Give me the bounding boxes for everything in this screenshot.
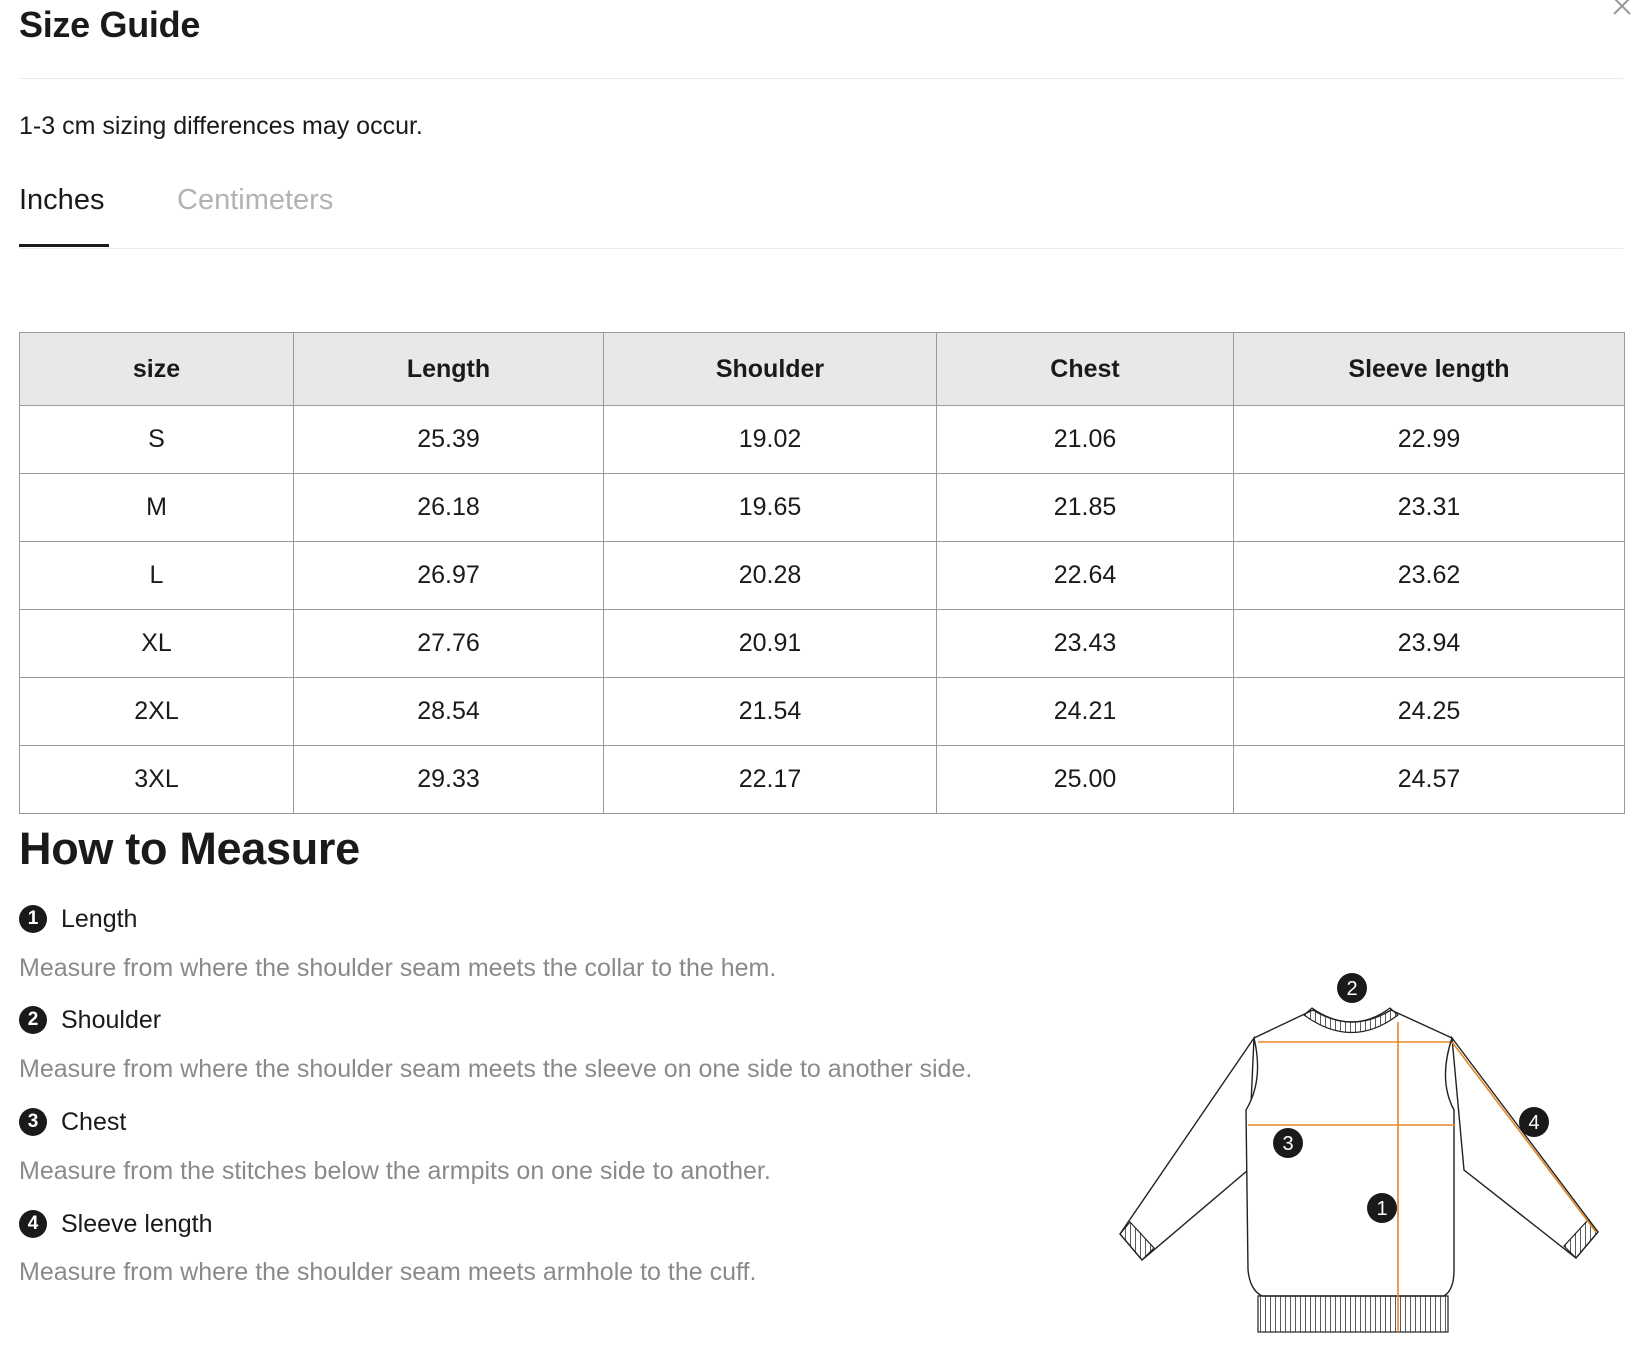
measure-item-description: Measure from where the shoulder seam meets armhole to the cuff. xyxy=(19,1258,757,1286)
header-sleeve-length: Sleeve length xyxy=(1234,333,1625,406)
cell-sleeve-length: 22.99 xyxy=(1234,406,1625,474)
cell-sleeve-length: 23.62 xyxy=(1234,542,1625,610)
cell-size: 3XL xyxy=(20,746,294,814)
header-divider xyxy=(19,78,1623,79)
measure-item-chest xyxy=(19,1107,126,1137)
header-shoulder: Shoulder xyxy=(604,333,937,406)
sizing-note: 1-3 cm sizing differences may occur. xyxy=(19,112,423,140)
cell-chest: 22.64 xyxy=(937,542,1234,610)
header-size: size xyxy=(20,333,294,406)
close-icon xyxy=(1610,0,1634,18)
marker-3-label: 3 xyxy=(1282,1133,1294,1155)
number-2-badge: 2 xyxy=(19,1006,47,1034)
cell-length: 28.54 xyxy=(294,678,604,746)
table-row xyxy=(20,474,1625,542)
cell-sleeve-length: 23.94 xyxy=(1234,610,1625,678)
sweater-measurement-diagram xyxy=(1098,970,1618,1350)
number-1-badge: 1 xyxy=(19,905,47,933)
measure-item-title: Chest xyxy=(61,1107,127,1136)
measure-item-description: Measure from where the shoulder seam meets the collar to the hem. xyxy=(19,954,777,982)
active-tab-indicator xyxy=(19,244,109,247)
close-button[interactable] xyxy=(1610,0,1634,18)
hem-rib xyxy=(1258,1296,1448,1332)
marker-1-icon xyxy=(1367,1193,1397,1223)
cell-chest: 23.43 xyxy=(937,610,1234,678)
cell-shoulder: 20.91 xyxy=(604,610,937,678)
measure-item-title: Sleeve length xyxy=(61,1209,213,1238)
measure-item-length xyxy=(19,904,137,934)
cell-chest: 24.21 xyxy=(937,678,1234,746)
page-title: Size Guide xyxy=(19,4,201,45)
cell-length: 27.76 xyxy=(294,610,604,678)
tab-centimeters[interactable]: Centimeters xyxy=(177,184,334,216)
cell-chest: 21.85 xyxy=(937,474,1234,542)
cell-shoulder: 22.17 xyxy=(604,746,937,814)
cell-size: 2XL xyxy=(20,678,294,746)
marker-2-icon xyxy=(1337,973,1367,1003)
table-row xyxy=(20,406,1625,474)
marker-4-icon xyxy=(1519,1107,1549,1137)
how-to-measure-heading: How to Measure xyxy=(19,823,360,874)
marker-3-icon xyxy=(1273,1128,1303,1158)
cell-size: S xyxy=(20,406,294,474)
measure-item-description: Measure from the stitches below the armpits on one side to another. xyxy=(19,1157,771,1185)
table-header-row xyxy=(20,333,1625,406)
header-length: Length xyxy=(294,333,604,406)
cell-shoulder: 19.65 xyxy=(604,474,937,542)
cell-shoulder: 20.28 xyxy=(604,542,937,610)
cell-shoulder: 21.54 xyxy=(604,678,937,746)
table-row xyxy=(20,542,1625,610)
marker-2-label: 2 xyxy=(1346,978,1358,1000)
header-chest: Chest xyxy=(937,333,1234,406)
cell-sleeve-length: 24.25 xyxy=(1234,678,1625,746)
table-row xyxy=(20,746,1625,814)
cell-sleeve-length: 23.31 xyxy=(1234,474,1625,542)
cell-length: 26.97 xyxy=(294,542,604,610)
cell-length: 26.18 xyxy=(294,474,604,542)
marker-4-label: 4 xyxy=(1528,1112,1540,1134)
measure-item-title: Length xyxy=(61,904,138,933)
cell-size: M xyxy=(20,474,294,542)
cell-sleeve-length: 24.57 xyxy=(1234,746,1625,814)
cell-length: 29.33 xyxy=(294,746,604,814)
size-table xyxy=(19,332,1625,814)
table-row xyxy=(20,678,1625,746)
cell-chest: 25.00 xyxy=(937,746,1234,814)
cell-size: XL xyxy=(20,610,294,678)
measure-item-description: Measure from where the shoulder seam meets the sleeve on one side to another side. xyxy=(19,1055,973,1083)
measure-item-shoulder xyxy=(19,1005,161,1035)
sweater-outline xyxy=(1120,1010,1598,1296)
measure-item-title: Shoulder xyxy=(61,1005,162,1034)
measure-item-sleeve-length xyxy=(19,1209,213,1239)
cell-length: 25.39 xyxy=(294,406,604,474)
unit-tabs xyxy=(19,176,1623,249)
number-4-badge: 4 xyxy=(19,1210,47,1238)
number-3-badge: 3 xyxy=(19,1108,47,1136)
cell-shoulder: 19.02 xyxy=(604,406,937,474)
marker-1-label: 1 xyxy=(1376,1198,1388,1220)
tab-inches[interactable]: Inches xyxy=(19,184,105,216)
cell-chest: 21.06 xyxy=(937,406,1234,474)
table-row xyxy=(20,610,1625,678)
cell-size: L xyxy=(20,542,294,610)
